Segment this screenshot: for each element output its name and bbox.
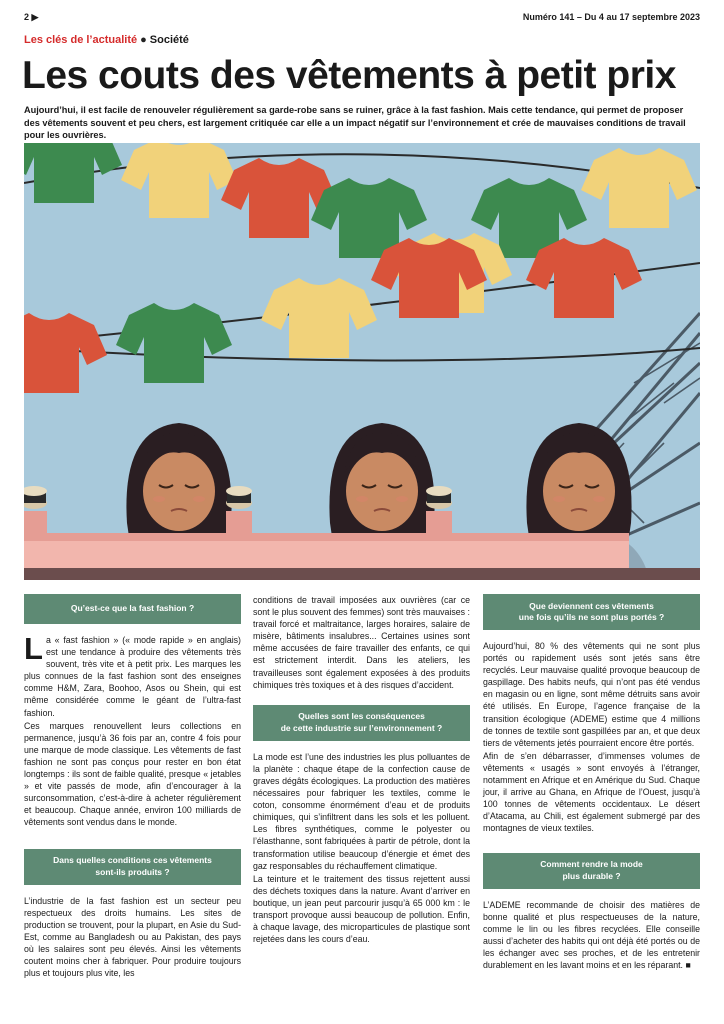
question-box-label: Qu’est-ce que la fast fashion ? bbox=[70, 603, 195, 614]
illustration-svg bbox=[24, 143, 700, 580]
paragraph: Afin de s’en débarrasser, d’immenses volumes de vêtements « usagés » sont envoyés à l’étranger, notamment en Afrique et en Amérique du Sud. Chaque jour, il arrive au Ghana, en Afrique de l’Ouest, jusqu’à 100 tonnes de vêtements occidentaux. Le désert d’Atacama, au Chili, est également submergé par des montagnes de vieux textiles. bbox=[483, 750, 700, 834]
paragraph: L’ADEME recommande de choisir des matières de bonne qualité et plus respectueuses de la nature, comme le lin ou les fibres recyclées. Elle conseille aussi d’acheter des habits qui ont déjà été portés ou de les échanger avec ses proches, et de les entretenir durablement en les lavant moins et en les réparant. ■ bbox=[483, 899, 700, 970]
question-box-disposal bbox=[483, 594, 700, 630]
page-header bbox=[24, 12, 700, 26]
question-box-line-1: Dans quelles conditions ces vêtements bbox=[53, 855, 212, 865]
column-2 bbox=[253, 594, 470, 946]
article-title: Les couts des vêtements à petit prix bbox=[22, 54, 676, 97]
paragraph: Aujourd’hui, 80 % des vêtements qui ne sont plus portés ou rapidement usés sont jetés sans être recyclés. Leur mauvaise qualité provoque beaucoup de gaspillage. Des habits neufs, qui n’ont pas été vendus en magasin ou en ligne, sont même détruits sans avoir été utilisés. En Europe, l’agence française de la transition écologique (ADEME) estime que 4 millions de tonnes de textile sont gaspillées par an, et que deux tiers de vêtements jetés pourraient encore être portés. bbox=[483, 641, 700, 748]
question-box-line-2: de cette industrie sur l’environnement ? bbox=[280, 722, 443, 733]
column-3 bbox=[483, 594, 700, 972]
illustration bbox=[24, 143, 700, 580]
article-lead: Aujourd’hui, il est facile de renouveler régulièrement sa garde-robe sans se ruiner, grâce à la fast fashion. Mais cette tendance, qui permet de proposer des vêtements souvent et peu chers, est largement critiquée car elle a un impact négatif sur l’environnement et crée de mauvaises conditions de travail pour les ouvrières. bbox=[24, 105, 686, 140]
paragraph: conditions de travail imposées aux ouvrières (car ce sont le plus souvent des femmes) sont très mauvaises : travail forcé et maltraitance, larges horaires, salaire de misère, bâtiments insalubres... Certaines usines sont même accusées de faire travailler des enfants, ce qui est strictement interdit. Dans les ateliers, les travailleuses sont également exposées à des produits chimiques très toxiques et à des risques d’accident. bbox=[253, 595, 470, 690]
rubric-section: Les clés de l’actualité bbox=[24, 34, 138, 46]
paragraph: La mode est l’une des industries les plus polluantes de la planète : chaque étape de la confection cause de graves dégâts écologiques. La production des matières nécessaires pour fabriquer les textiles, comme le coton, consomme énormément d’eau et de produits chimiques, qui s’infiltrent dans les sols et les polluent. Les fibres synthétiques, comme le polyester ou l’élasthanne, sont fabriquées à partir de pétrole, dont la transformation utilise beaucoup d’énergie et émet des gaz responsables du réchauffement climatique. bbox=[253, 751, 470, 871]
question-box-line-2: une fois qu’ils ne sont plus portés ? bbox=[518, 612, 665, 622]
question-box-fast-fashion bbox=[24, 594, 241, 624]
question-box-line-1: Comment rendre la mode bbox=[540, 859, 643, 869]
question-box-line-1: Quelles sont les conséquences bbox=[298, 711, 425, 722]
question-box-environment bbox=[253, 705, 470, 741]
drop-cap: L bbox=[24, 631, 43, 666]
rubric-dot: ● bbox=[140, 34, 147, 46]
paragraph: L’industrie de la fast fashion est un secteur peu respectueux des droits humains. Les sites de production se trouvent, pour la plupart, en Asie du Sud-Est, comme au Bangladesh ou au Pakistan, des pays où les salaires sont peu élevés. Ainsi les vêtements coutent moins cher à fabriquer. Pour produire toujours plus et toujours plus vite, les bbox=[24, 895, 241, 979]
issue-info: Numéro 141 – Du 4 au 17 septembre 2023 bbox=[522, 12, 700, 22]
column-1 bbox=[24, 594, 241, 980]
paragraph bbox=[24, 631, 241, 719]
question-box-line-2: plus durable ? bbox=[562, 870, 621, 881]
page-number: 2 ▶ bbox=[24, 12, 39, 22]
paragraph-text: a « fast fashion » (« mode rapide » en anglais) est une tendance à produire des vêtements très souvent, très vite et à petit prix. Les marques les plus connues de la fast fashion sont des enseignes comme H&M, Zara, Boohoo, Asos ou Shein, qui est même considérée comme le géant de l’ultra-fast fashion. bbox=[24, 635, 241, 718]
rubric bbox=[24, 34, 189, 46]
question-box-line-2: sont-ils produits ? bbox=[95, 866, 170, 877]
rubric-subsection: Société bbox=[149, 34, 189, 46]
question-box-line-1: Que deviennent ces vêtements bbox=[529, 600, 654, 611]
question-box-sustainable bbox=[483, 853, 700, 889]
paragraph: Ces marques renouvellent leurs collections en permanence, jusqu’à 36 fois par an, contre 4 fois pour une marque de mode classique. Les vêtements de fast fashion ne sont pas conçus pour rester en bon état longtemps : ils sont de faible qualité, presque « jetables » et vite passés de mode, afin d’encourager à la surconsommation, c’est-à-dire à acheter régulièrement et beaucoup. Chaque année, environ 100 milliards de vêtements sont vendus dans le monde. bbox=[24, 720, 241, 828]
question-box-conditions bbox=[24, 849, 241, 885]
paragraph: La teinture et le traitement des tissus rejettent aussi des déchets toxiques dans la nature. Avant d’arriver en boutique, un jean peut parcourir jusqu’à 65 000 km : le transport provoque aussi beaucoup de pollution. Enfin, à chaque lavage, des microparticules de plastique sont rejetées dans les cours d’eau. bbox=[253, 873, 470, 945]
